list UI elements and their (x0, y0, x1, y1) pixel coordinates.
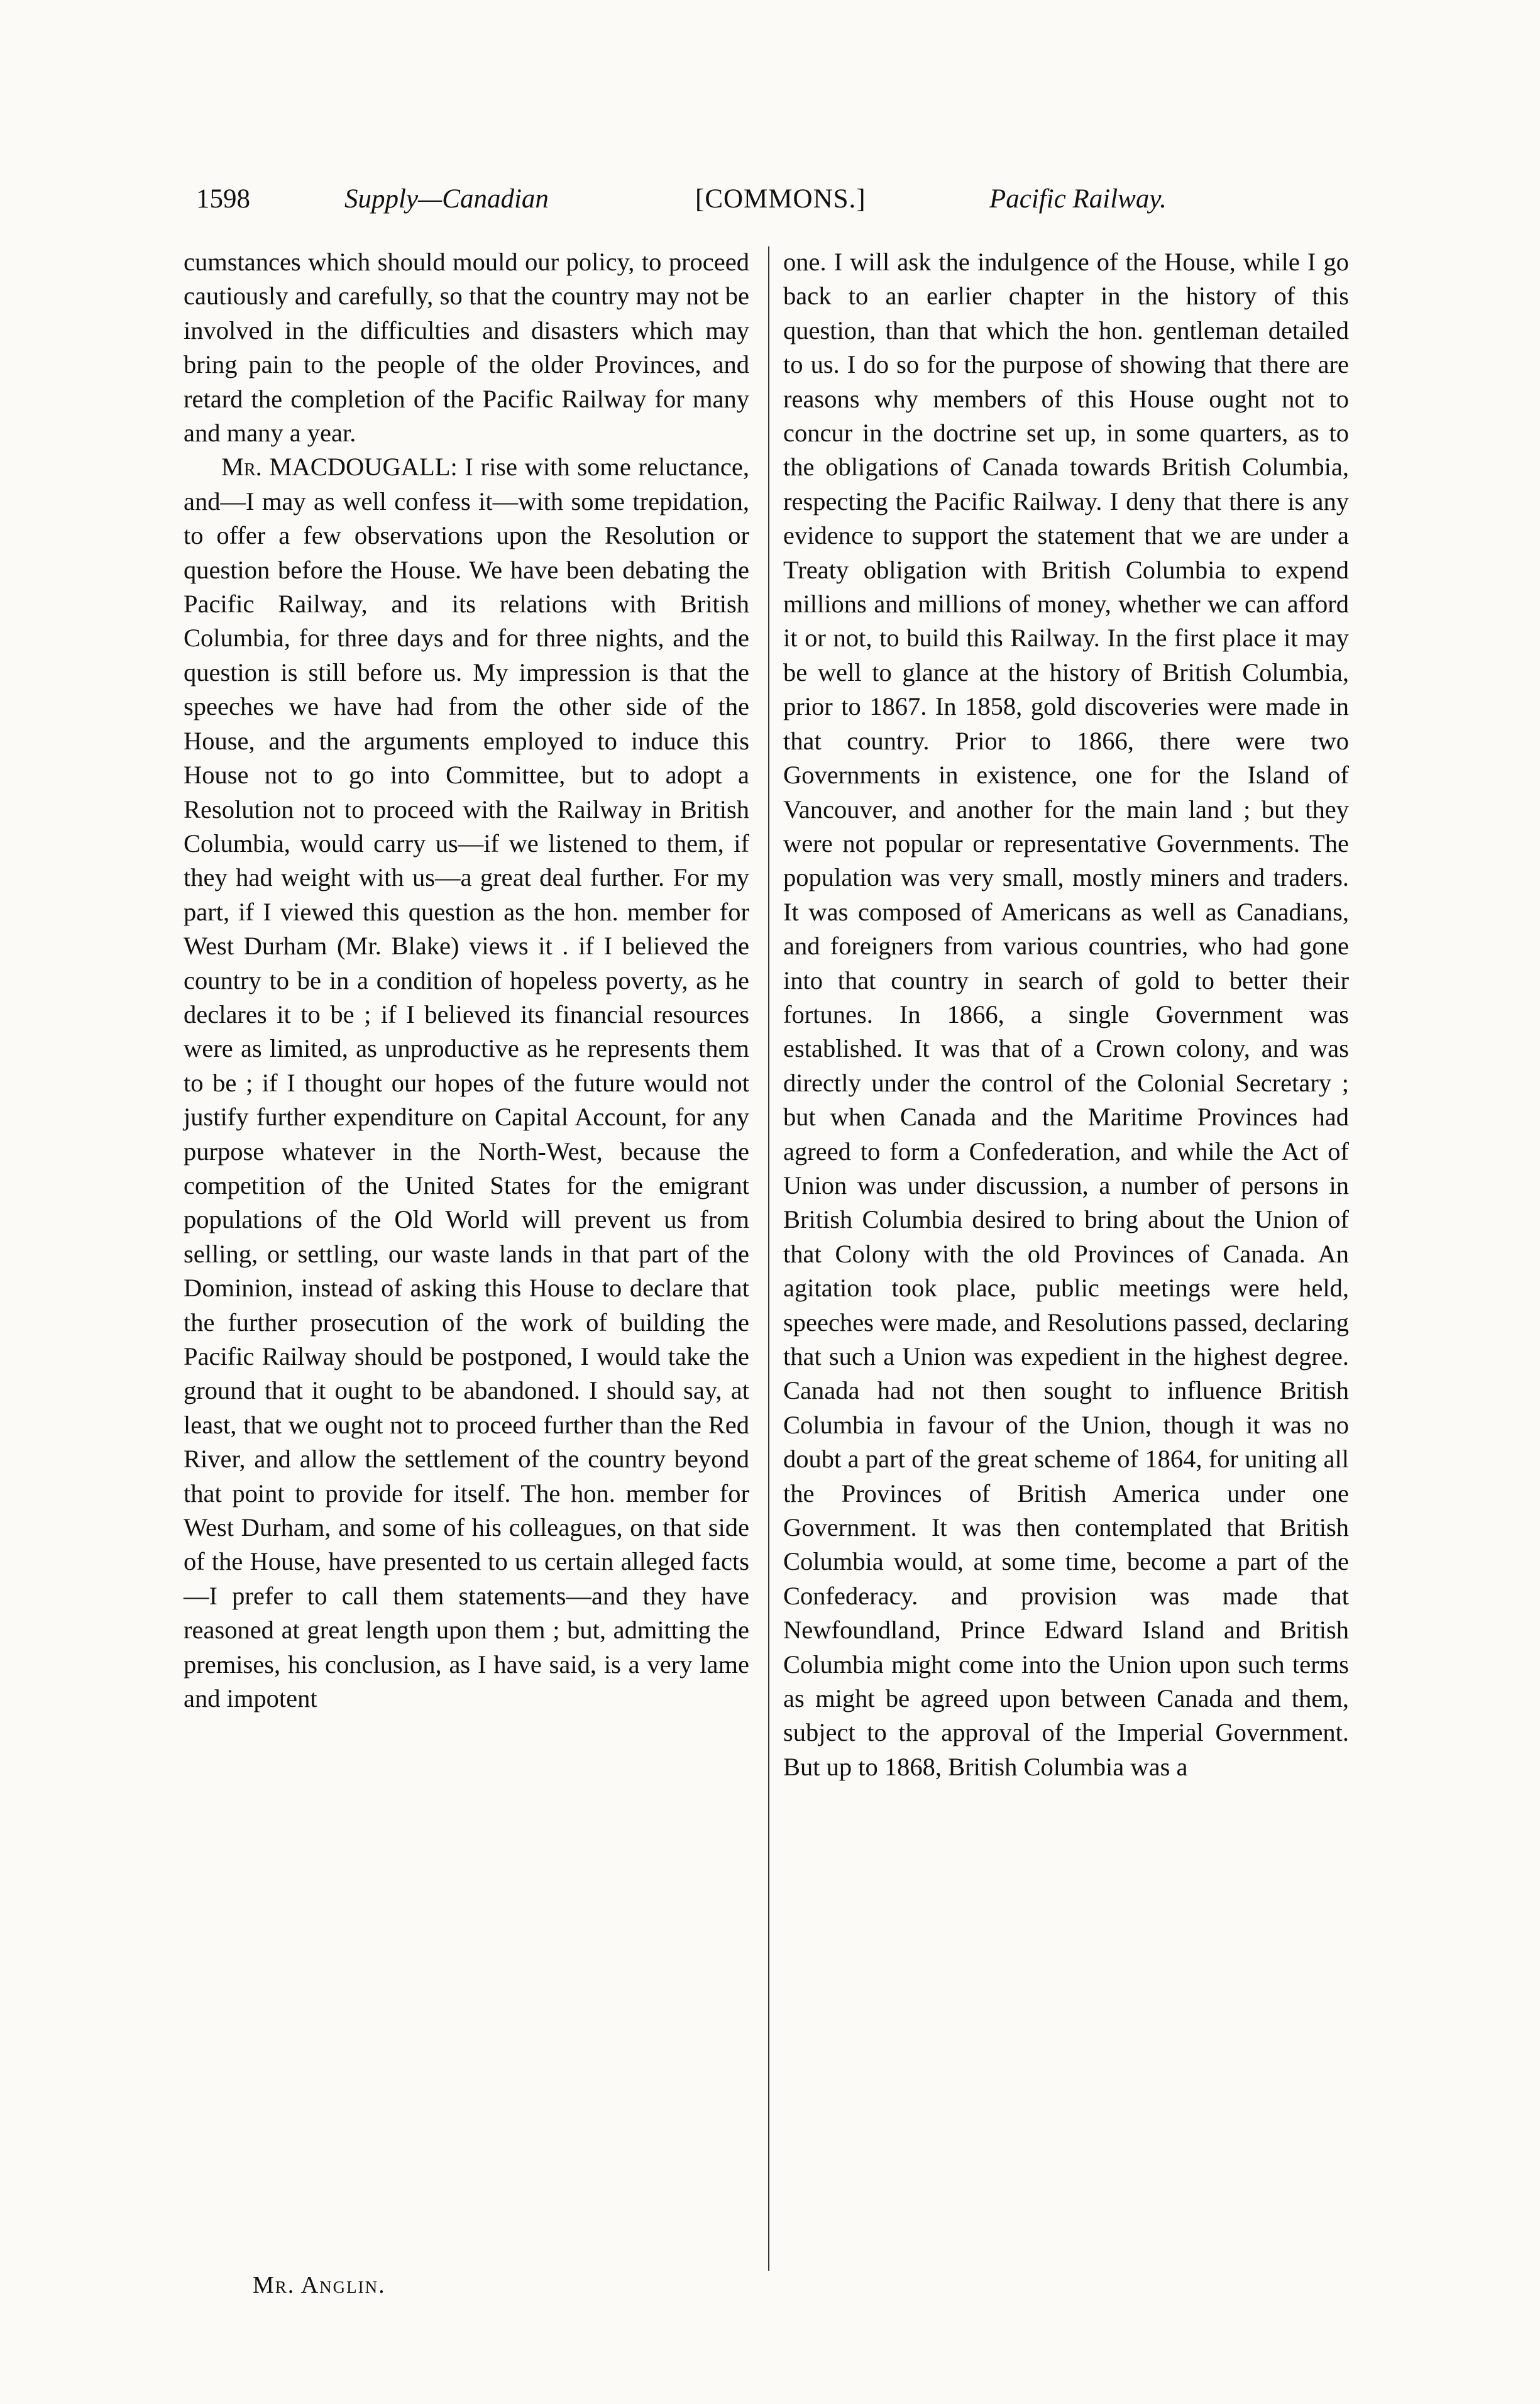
running-head-right: Pacific Railway. (989, 184, 1167, 214)
right-column (783, 245, 1349, 1784)
speech-text: : I rise with some reluctance, and—I may as well confess it—with some trepidation, to offer a few observations upon the Resolution or question before the House. We have been debating the Pacific Railway, and its relations with British Columbia, for three days and for three nights, and the question is still before us. My impression is that the speeches we have had from the other side of the House, and the arguments employed to induce this House not to go into Committee, but to adopt a Resolution not to proceed with the Railway in British Columbia, would carry us—if we listened to them, if they had weight with us—a great deal further. For my part, if I viewed this question as the hon. member for West Durham (Mr. Blake) views it . if I believed the country to be in a condition of hopeless poverty, as he declares it to be ; if I believed its financial resources were as limited, as unproductive as he represents them to be ; if I thought our hopes of the future would not justify further expenditure on Capital Account, for any purpose whatever in the North-West, because the competition of the United States for the emigrant populations of the Old World will prevent us from selling, or settling, our waste lands in that part of the Dominion, instead of asking this House to declare that the further prosecution of the work of building the Pacific Railway should be postponed, I would take the ground that it ought to be abandoned. I should say, at least, that we ought not to proceed further than the Red River, and allow the settlement of the country beyond that point to provide for itself. The hon. member for West Durham, and some of his colleagues, on that side of the House, have presented to us certain alleged facts—I prefer to call them statements—and they have reasoned at great length upon them ; but, admitting the premises, his conclusion, as I have said, is a very lame and impotent (184, 453, 749, 1713)
running-head (196, 177, 1265, 221)
footer-signature: Mr. Anglin. (253, 2272, 386, 2298)
running-head-center: [COMMONS.] (695, 184, 866, 214)
right-paragraph-1: one. I will ask the indulgence of the House, while I go back to an earlier chapter in the history of this question, than that which the hon. gentleman detailed to us. I do so for the purpose of showing that there are reasons why members of this House ought not to concur in the doctrine set up, in some quarters, as to the obligations of Canada towards British Columbia, respecting the Pacific Railway. I deny that there is any evidence to support the statement that we are under a Treaty obligation with British Columbia to expend millions and millions of money, whether we can afford it or not, to build this Railway. In the first place it may be well to glance at the history of British Columbia, prior to 1867. In 1858, gold discoveries were made in that country. Prior to 1866, there were two Governments in existence, one for the Island of Vancouver, and another for the main land ; but they were not popular or representative Governments. The population was very small, mostly miners and traders. It was composed of Americans as well as Canadians, and foreigners from various countries, who had gone into that country in search of gold to better their fortunes. In 1866, a single Government was established. It was that of a Crown colony, and was directly under the control of the Colonial Secretary ; but when Canada and the Maritime Provinces had agreed to form a Confederation, and while the Act of Union was under discussion, a number of persons in British Columbia desired to bring about the Union of that Colony with the old Provinces of Canada. An agitation took place, public meetings were held, speeches were made, and Resolutions passed, declaring that such a Union was expedient in the highest degree. Canada had not then sought to influence British Columbia in favour of the Union, though it was no doubt a part of the great scheme of 1864, for uniting all the Provinces of British America under one Government. It was then contemplated that British Columbia would, at some time, become a part of the Confederacy. and provision was made that Newfoundland, Prince Edward Island and British Columbia might come into the Union upon such terms as might be agreed upon between Canada and them, subject to the approval of the Imperial Government. But up to 1868, British Columbia was a (783, 248, 1349, 1781)
speaker-name: Mr. MACDOUGALL (221, 453, 451, 482)
left-paragraph-2 (184, 450, 749, 1716)
running-head-left: Supply—Canadian (344, 184, 549, 214)
page-number: 1598 (196, 184, 250, 214)
column-divider (768, 246, 769, 2271)
left-column (184, 245, 749, 1716)
left-paragraph-1: cumstances which should mould our policy, to proceed cautiously and carefully, so that the country may not be involved in the difficulties and disasters which may bring pain to the people of the older Provinces, and retard the completion of the Pacific Railway for many and many a year. (184, 248, 749, 448)
